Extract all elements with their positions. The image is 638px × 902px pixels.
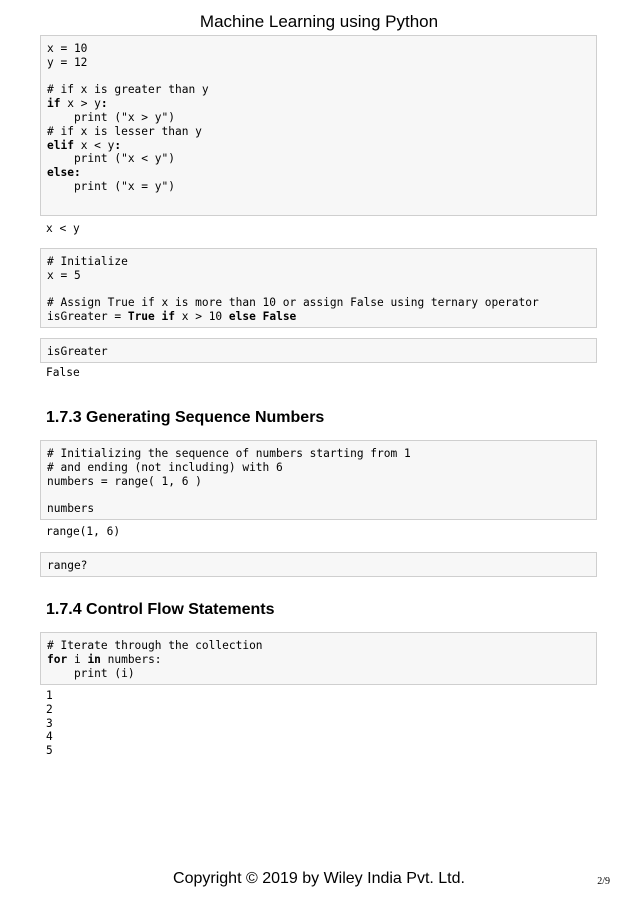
code-cell[interactable] (40, 248, 597, 328)
code-line (47, 461, 596, 475)
code-line (47, 488, 596, 502)
section-heading: 1.7.4 Control Flow Statements (46, 601, 275, 618)
code-line (47, 111, 596, 125)
code-text: numbers: (100, 652, 162, 666)
code-text: x > y (60, 97, 101, 111)
code-line (47, 653, 596, 667)
code-line (47, 97, 596, 111)
code-line (47, 42, 596, 56)
code-keyword: False (262, 310, 297, 324)
code-line (47, 255, 596, 269)
code-text: print (i) (47, 666, 135, 680)
code-cell[interactable] (40, 552, 597, 577)
code-cell[interactable] (40, 440, 597, 520)
code-cell[interactable] (40, 338, 597, 363)
code-text: isGreater (47, 345, 108, 358)
code-keyword: : (114, 138, 122, 152)
code-text: isGreater = (47, 310, 128, 324)
code-line (47, 166, 596, 180)
code-block (47, 447, 596, 516)
code-line (47, 639, 596, 653)
code-text: x < y (73, 138, 115, 152)
page-number: 2/9 (597, 876, 610, 887)
code-text: numbers = range( 1, 6 ) (47, 474, 202, 488)
code-cell[interactable] (40, 35, 597, 216)
code-text: numbers (47, 502, 95, 516)
code-text (155, 310, 162, 323)
code-block (47, 42, 596, 194)
code-line (47, 310, 596, 324)
page-footer: Copyright © 2019 by Wiley India Pvt. Ltd. (173, 870, 465, 887)
code-line (47, 139, 596, 153)
code-line (47, 283, 596, 297)
code-text: # Assign True if x is more than 10 or assign False using ternary operator (47, 296, 539, 310)
code-text: # if x is lesser than y (47, 124, 202, 138)
code-line (47, 70, 596, 84)
code-line (47, 447, 596, 461)
code-text: print ("x < y") (47, 152, 175, 166)
code-keyword: if (161, 310, 176, 324)
code-text: x > 10 (175, 310, 229, 324)
code-text: i (67, 652, 88, 666)
code-line (47, 152, 596, 166)
code-line (47, 269, 596, 283)
code-keyword: in (87, 652, 101, 666)
code-line (47, 180, 596, 194)
code-keyword: True (127, 310, 155, 324)
section-heading: 1.7.3 Generating Sequence Numbers (46, 409, 325, 426)
cell-output: range(1, 6) (46, 525, 121, 538)
code-cell[interactable] (40, 632, 597, 685)
code-block (47, 559, 596, 573)
code-line (47, 667, 596, 681)
code-keyword: else (228, 310, 256, 324)
cell-output: False (46, 366, 80, 379)
code-block (47, 255, 596, 324)
code-text: x = 10 (47, 42, 88, 55)
code-line (47, 345, 596, 359)
cell-output: 1 2 3 4 5 (46, 689, 53, 758)
page-header: Machine Learning using Python (199, 12, 439, 31)
code-text: # if x is greater than y (47, 83, 209, 97)
code-text: print ("x = y") (47, 179, 175, 193)
code-line (47, 296, 596, 310)
code-line (47, 56, 596, 70)
code-keyword: : (100, 97, 108, 111)
code-block (47, 639, 596, 680)
code-text: # and ending (not including) with 6 (47, 460, 283, 474)
code-line (47, 83, 596, 97)
code-keyword: else: (47, 166, 81, 180)
code-block (47, 345, 596, 359)
cell-output: x < y (46, 222, 80, 235)
code-line (47, 125, 596, 139)
code-keyword: elif (47, 138, 74, 152)
code-keyword: if (47, 97, 61, 111)
code-text (256, 310, 263, 323)
code-keyword: for (47, 652, 68, 666)
code-text: # Iterate through the collection (47, 639, 263, 652)
code-line (47, 559, 596, 573)
code-text: x = 5 (47, 268, 81, 282)
code-line (47, 475, 596, 489)
code-text: range? (47, 559, 88, 572)
code-line (47, 502, 596, 516)
code-text: y = 12 (47, 55, 88, 69)
code-text: # Initializing the sequence of numbers starting from 1 (47, 447, 411, 460)
code-text: # Initialize (47, 255, 128, 268)
code-text: print ("x > y") (47, 110, 175, 124)
